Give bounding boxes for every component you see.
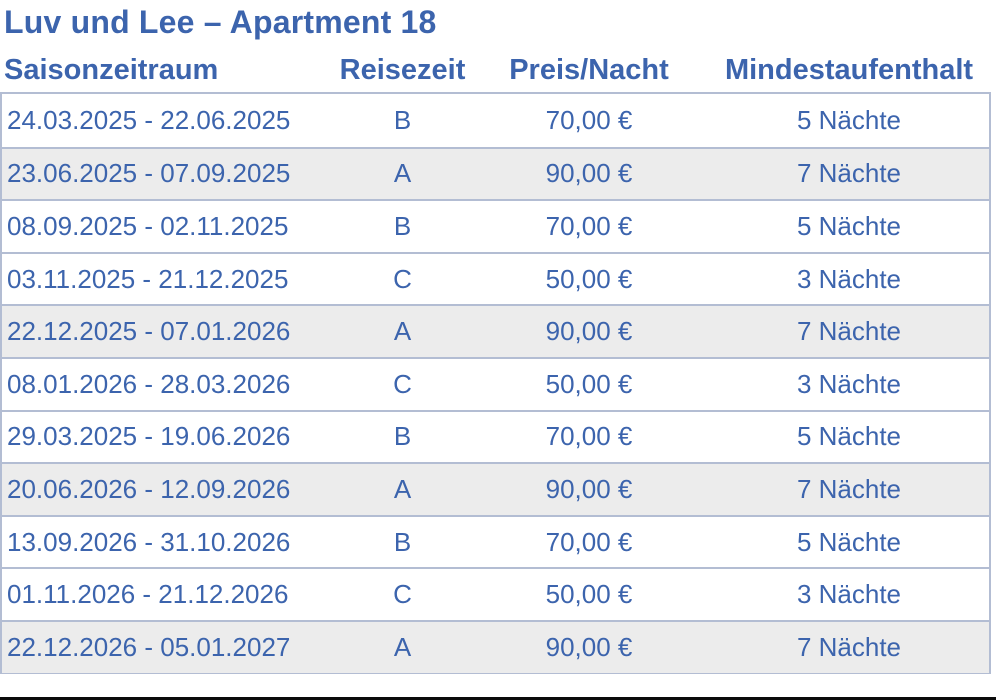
table-row: [2, 252, 989, 305]
table-row: [2, 199, 989, 252]
cell-reisezeit: A: [393, 631, 412, 662]
cell-mindestaufenthalt: 7 Nächte: [796, 631, 902, 662]
table-row: [2, 147, 989, 200]
cell-saisonzeitraum: 03.11.2025 - 21.12.2025: [7, 263, 289, 294]
cell-saisonzeitraum: 01.11.2026 - 21.12.2026: [7, 579, 289, 610]
table-row: [2, 94, 989, 147]
table-row: [2, 620, 989, 673]
cell-preis-nacht: 70,00 €: [545, 210, 633, 241]
cell-preis-nacht: 50,00 €: [545, 263, 633, 294]
cell-mindestaufenthalt: 3 Nächte: [796, 263, 902, 294]
column-header-reisezeit: Reisezeit: [339, 53, 466, 86]
cell-saisonzeitraum: 22.12.2026 - 05.01.2027: [7, 631, 291, 662]
cell-preis-nacht: 70,00 €: [545, 526, 633, 557]
column-header-saisonzeitraum: Saisonzeitraum: [4, 53, 219, 86]
cell-saisonzeitraum: 08.09.2025 - 02.11.2025: [7, 210, 289, 241]
cell-preis-nacht: 50,00 €: [545, 368, 633, 399]
table-row: [2, 567, 989, 620]
cell-preis-nacht: 70,00 €: [545, 104, 633, 135]
cell-saisonzeitraum: 22.12.2025 - 07.01.2026: [7, 316, 291, 347]
page: [0, 2, 996, 700]
cell-mindestaufenthalt: 7 Nächte: [796, 316, 902, 347]
cell-preis-nacht: 90,00 €: [545, 631, 633, 662]
cell-preis-nacht: 90,00 €: [545, 316, 633, 347]
cell-mindestaufenthalt: 5 Nächte: [796, 526, 902, 557]
cell-reisezeit: C: [393, 579, 412, 610]
cell-mindestaufenthalt: 7 Nächte: [796, 473, 902, 504]
cell-reisezeit: A: [393, 473, 412, 504]
cell-reisezeit: B: [393, 104, 412, 135]
cell-mindestaufenthalt: 3 Nächte: [796, 579, 902, 610]
cell-reisezeit: C: [393, 263, 412, 294]
cell-mindestaufenthalt: 5 Nächte: [796, 421, 902, 452]
cell-saisonzeitraum: 08.01.2026 - 28.03.2026: [7, 368, 291, 399]
cell-reisezeit: B: [393, 526, 412, 557]
column-header-mindestaufenthalt: Mindestaufenthalt: [724, 53, 974, 86]
cell-reisezeit: A: [393, 158, 412, 189]
table-row: [2, 357, 989, 410]
table-row: [2, 462, 989, 515]
cell-reisezeit: B: [393, 210, 412, 241]
page-title: Luv und Lee – Apartment 18: [4, 4, 437, 40]
table-row: [2, 410, 989, 463]
cell-saisonzeitraum: 23.06.2025 - 07.09.2025: [7, 158, 291, 189]
table-row: [2, 515, 989, 568]
table-header-row: [0, 52, 996, 88]
cell-mindestaufenthalt: 3 Nächte: [796, 368, 902, 399]
cell-preis-nacht: 50,00 €: [545, 579, 633, 610]
cell-preis-nacht: 90,00 €: [545, 473, 633, 504]
cell-mindestaufenthalt: 5 Nächte: [796, 104, 902, 135]
cell-preis-nacht: 90,00 €: [545, 158, 633, 189]
cell-saisonzeitraum: 20.06.2026 - 12.09.2026: [7, 473, 291, 504]
cell-reisezeit: B: [393, 421, 412, 452]
column-header-preis-nacht: Preis/Nacht: [509, 53, 669, 86]
cell-mindestaufenthalt: 5 Nächte: [796, 210, 902, 241]
season-price-table: [0, 92, 991, 674]
cell-saisonzeitraum: 24.03.2025 - 22.06.2025: [7, 104, 291, 135]
table-row: [2, 304, 989, 357]
cell-mindestaufenthalt: 7 Nächte: [796, 158, 902, 189]
cell-reisezeit: A: [393, 316, 412, 347]
cell-reisezeit: C: [393, 368, 412, 399]
cell-preis-nacht: 70,00 €: [545, 421, 633, 452]
cell-saisonzeitraum: 13.09.2026 - 31.10.2026: [7, 526, 291, 557]
cell-saisonzeitraum: 29.03.2025 - 19.06.2026: [7, 421, 291, 452]
